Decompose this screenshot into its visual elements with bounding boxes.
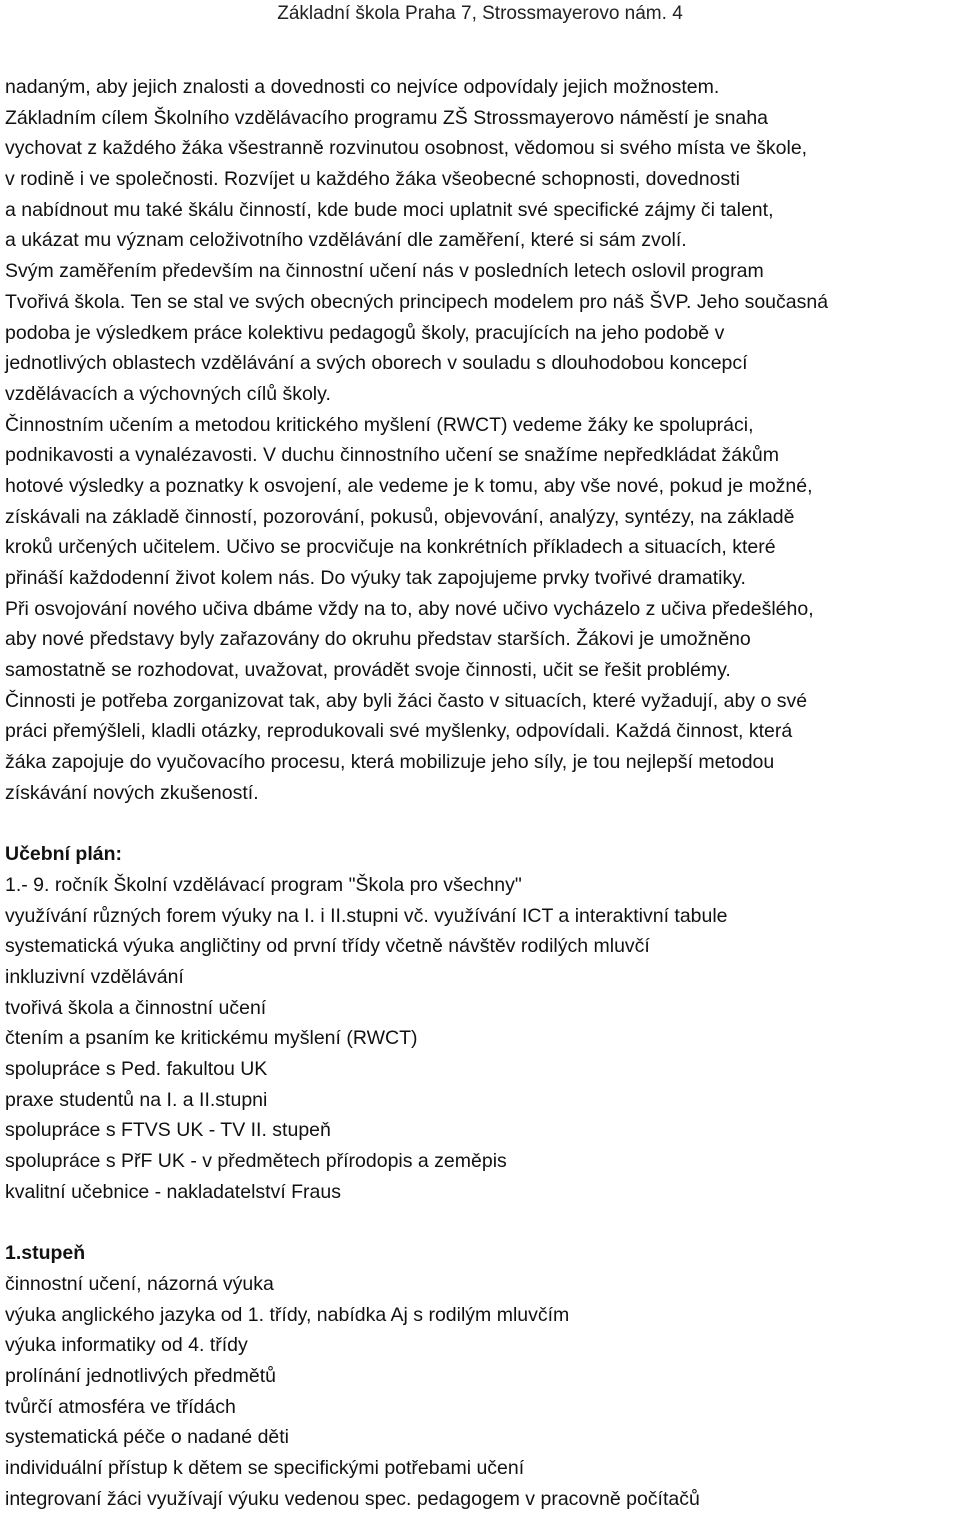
paragraph-line: Tvořivá škola. Ten se stal ve svých obecných principech modelem pro náš ŠVP. Jeho současná — [5, 290, 829, 313]
list-item: spolupráce s PřF UK - v předmětech přírodopis a zeměpis — [5, 1150, 507, 1173]
list-item: kvalitní učebnice - nakladatelství Fraus — [5, 1180, 341, 1203]
paragraph-line: přináší každodenní život kolem nás. Do výuky tak zapojujeme prvky tvořivé dramatiky. — [5, 567, 746, 589]
study-plan-section — [5, 839, 957, 1207]
study-plan-heading: Učební plán: — [5, 843, 123, 866]
list-item: praxe studentů na I. a II.stupni — [5, 1088, 268, 1111]
list-item: výuka anglického jazyka od 1. třídy, nabídka Aj s rodilým mluvčím — [5, 1303, 570, 1326]
list-item: čtením a psaním ke kritickému myšlení (RWCT) — [5, 1027, 418, 1050]
spacer — [5, 809, 957, 840]
paragraph-line: Svým zaměřením především na činnostní učení nás v posledních letech oslovil program — [5, 260, 764, 283]
first-stage-section — [5, 1238, 957, 1514]
list-item: tvořivá škola a činnostní učení — [5, 996, 267, 1019]
list-item: tvůrčí atmosféra ve třídách — [5, 1395, 236, 1418]
paragraph-line: podoba je výsledkem práce kolektivu pedagogů školy, pracujících na jeho podobě v — [5, 321, 725, 344]
paragraph-line: aby nové představy byly zařazovány do okruhu představ starších. Žákovi je umožněno — [5, 628, 751, 651]
list-item: 1.- 9. ročník Školní vzdělávací program "Škola pro všechny" — [5, 873, 522, 896]
document-body — [5, 72, 957, 1514]
list-item: systematická výuka angličtiny od první třídy včetně návštěv rodilých mluvčí — [5, 935, 650, 958]
paragraph-line: práci přemýšleli, kladli otázky, reprodukovali své myšlenky, odpovídali. Každá činnost, která — [5, 720, 793, 743]
paragraph-line: v rodině i ve společnosti. Rozvíjet u každého žáka všeobecné schopnosti, dovednosti — [5, 168, 740, 191]
list-item: spolupráce s FTVS UK - TV II. stupeň — [5, 1119, 331, 1142]
paragraph-line: Základním cílem Školního vzdělávacího programu ZŠ Strossmayerovo náměstí je snaha — [5, 106, 769, 129]
list-item: výuka informatiky od 4. třídy — [5, 1334, 248, 1357]
paragraph-line: získávání nových zkušeností. — [5, 781, 259, 804]
paragraph-line: Činnostním učením a metodou kritického myšlení (RWCT) vedeme žáky ke spolupráci, — [5, 413, 754, 436]
paragraph-line: samostatně se rozhodovat, uvažovat, provádět svoje činnosti, učit se řešit problémy. — [5, 659, 731, 682]
first-stage-heading: 1.stupeň — [5, 1242, 86, 1265]
paragraph-line: kroků určených učitelem. Učivo se procvičuje na konkrétních příkladech a situacích, které — [5, 536, 776, 559]
list-item: spolupráce s Ped. fakultou UK — [5, 1058, 268, 1080]
spacer — [5, 1207, 957, 1238]
list-item: využívání různých forem výuky na I. i II.stupni vč. využívání ICT a interaktivní tabule — [5, 904, 728, 927]
list-item: činnostní učení, názorná výuka — [5, 1272, 274, 1295]
list-item: prolínání jednotlivých předmětů — [5, 1364, 276, 1387]
paragraph-line: žáka zapojuje do vyučovacího procesu, která mobilizuje jeho síly, je tou nejlepší metodou — [5, 751, 775, 774]
paragraph-line: vzdělávacích a výchovných cílů školy. — [5, 382, 331, 405]
paragraph-line: hotové výsledky a poznatky k osvojení, ale vedeme je k tomu, aby vše nové, pokud je možné, — [5, 474, 813, 497]
paragraph-line: nadaným, aby jejich znalosti a dovednosti co nejvíce odpovídaly jejich možnostem. — [5, 76, 720, 98]
intro-paragraph — [5, 72, 957, 809]
list-item: integrovaní žáci využívají výuku vedenou spec. pedagogem v pracovně počítačů — [5, 1487, 700, 1510]
paragraph-line: jednotlivých oblastech vzdělávání a svých oborech v souladu s dlouhodobou koncepcí — [5, 352, 748, 375]
page-header: Základní škola Praha 7, Strossmayerovo nám. 4 — [277, 3, 683, 24]
paragraph-line: podnikavosti a vynalézavosti. V duchu činnostního učení se snažíme nepředkládat žákům — [5, 444, 779, 467]
paragraph-line: Při osvojování nového učiva dbáme vždy na to, aby nové učivo vycházelo z učiva předešlého, — [5, 597, 814, 620]
list-item: systematická péče o nadané děti — [5, 1426, 290, 1449]
paragraph-line: Činnosti je potřeba zorganizovat tak, aby byli žáci často v situacích, které vyžadují, aby o své — [5, 689, 808, 712]
list-item: individuální přístup k dětem se specifickými potřebami učení — [5, 1456, 525, 1479]
paragraph-line: získávali na základě činností, pozorování, pokusů, objevování, analýzy, syntézy, na základě — [5, 505, 795, 528]
paragraph-line: vychovat z každého žáka všestranně rozvinutou osobnost, vědomou si svého místa ve škole, — [5, 137, 808, 160]
paragraph-line: a nabídnout mu také škálu činností, kde bude moci uplatnit své specifické zájmy či talent, — [5, 198, 774, 221]
paragraph-line: a ukázat mu význam celoživotního vzdělávání dle zaměření, které si sám zvolí. — [5, 229, 687, 252]
list-item: inkluzivní vzdělávání — [5, 965, 184, 988]
